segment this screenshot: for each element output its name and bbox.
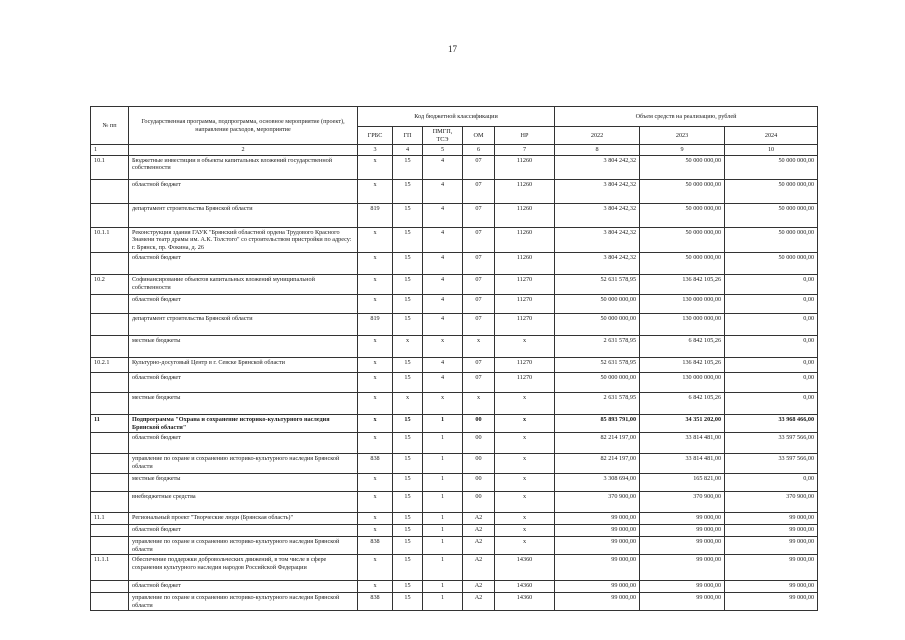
row-gp: 15 [393,593,423,611]
row-gp: 15 [393,492,423,513]
row-om: 07 [463,275,495,295]
row-amount-2024: 0,00 [725,373,818,393]
row-gp: 15 [393,253,423,275]
row-om: x [463,393,495,415]
row-nr: 11260 [495,155,555,179]
table-row [91,537,818,555]
row-amount-2022: 3 804 242,32 [555,155,640,179]
row-number [91,525,129,537]
row-amount-2023: 50 000 000,00 [640,253,725,275]
row-nr: x [495,474,555,492]
row-om: x [463,336,495,358]
row-gp: 15 [393,227,423,253]
row-nr: x [495,415,555,433]
row-name: областной бюджет [129,253,358,275]
row-amount-2022: 52 631 578,95 [555,275,640,295]
row-amount-2024: 0,00 [725,295,818,314]
row-grbs: x [358,581,393,593]
row-number: 11.1.1 [91,555,129,581]
row-name: местные бюджеты [129,474,358,492]
table-row [91,275,818,295]
row-number [91,336,129,358]
row-om: 07 [463,253,495,275]
header-gp: ГП [393,127,423,145]
header-om: ОМ [463,127,495,145]
page-number: 17 [448,44,457,54]
row-gp: 15 [393,358,423,373]
row-amount-2024: 99 000,00 [725,555,818,581]
index-cell: 4 [393,145,423,156]
row-om: 00 [463,415,495,433]
row-pmgp: 1 [423,415,463,433]
row-amount-2024: 50 000 000,00 [725,253,818,275]
row-name: Региональный проект "Творческие люди (Брянская область)" [129,513,358,525]
row-grbs: x [358,155,393,179]
row-name: областной бюджет [129,525,358,537]
row-amount-2024: 33 597 566,00 [725,433,818,454]
row-amount-2024: 99 000,00 [725,525,818,537]
index-cell: 3 [358,145,393,156]
row-grbs: 819 [358,203,393,227]
header-year-2023: 2023 [640,127,725,145]
header-year-2024: 2024 [725,127,818,145]
row-nr: x [495,525,555,537]
row-amount-2022: 3 308 694,00 [555,474,640,492]
row-pmgp: 4 [423,179,463,203]
row-pmgp: 1 [423,555,463,581]
row-nr: x [495,492,555,513]
row-om: 07 [463,358,495,373]
row-name: областной бюджет [129,581,358,593]
row-om: 07 [463,314,495,336]
header-num: № пп [91,107,129,145]
table-row [91,179,818,203]
row-amount-2024: 99 000,00 [725,593,818,611]
row-amount-2023: 99 000,00 [640,581,725,593]
table-row [91,203,818,227]
table-row [91,581,818,593]
row-name: областной бюджет [129,373,358,393]
row-amount-2024: 370 900,00 [725,492,818,513]
row-number: 11 [91,415,129,433]
row-nr: x [495,454,555,474]
row-amount-2023: 99 000,00 [640,525,725,537]
row-number: 10.1.1 [91,227,129,253]
row-grbs: x [358,415,393,433]
row-amount-2023: 99 000,00 [640,555,725,581]
row-nr: 11260 [495,179,555,203]
row-om: A2 [463,581,495,593]
table-row [91,393,818,415]
header-amount-group: Объем средств на реализацию, рублей [555,107,818,127]
row-amount-2022: 99 000,00 [555,555,640,581]
row-amount-2023: 50 000 000,00 [640,227,725,253]
row-number [91,393,129,415]
row-amount-2023: 6 842 105,26 [640,393,725,415]
row-nr: 11260 [495,203,555,227]
row-amount-2022: 3 804 242,32 [555,227,640,253]
table-row [91,358,818,373]
row-gp: 15 [393,525,423,537]
row-om: A2 [463,593,495,611]
row-name: Бюджетные инвестиции в объекты капитальных вложений государственной собственности [129,155,358,179]
row-amount-2022: 52 631 578,95 [555,358,640,373]
row-pmgp: 4 [423,155,463,179]
row-amount-2022: 50 000 000,00 [555,314,640,336]
row-om: 00 [463,474,495,492]
row-number [91,454,129,474]
row-grbs: 819 [358,314,393,336]
row-name: местные бюджеты [129,393,358,415]
row-name: управление по охране и сохранению историко-культурного наследия Брянской области [129,454,358,474]
row-gp: 15 [393,537,423,555]
row-grbs: x [358,373,393,393]
row-number [91,373,129,393]
row-nr: 14360 [495,593,555,611]
index-cell: 1 [91,145,129,156]
table-row [91,474,818,492]
row-om: 07 [463,227,495,253]
row-amount-2022: 99 000,00 [555,537,640,555]
row-om: 07 [463,155,495,179]
row-pmgp: 1 [423,513,463,525]
row-grbs: x [358,513,393,525]
row-amount-2024: 33 968 466,00 [725,415,818,433]
row-amount-2023: 99 000,00 [640,537,725,555]
row-amount-2022: 2 631 578,95 [555,393,640,415]
row-name: местные бюджеты [129,336,358,358]
index-cell: 6 [463,145,495,156]
row-pmgp: 1 [423,454,463,474]
table-row [91,492,818,513]
row-gp: 15 [393,179,423,203]
row-om: A2 [463,525,495,537]
row-name: департамент строительства Брянской области [129,203,358,227]
row-amount-2022: 99 000,00 [555,525,640,537]
row-gp: 15 [393,433,423,454]
row-amount-2023: 50 000 000,00 [640,179,725,203]
row-pmgp: x [423,336,463,358]
table-row [91,525,818,537]
header-nr: НР [495,127,555,145]
row-om: 00 [463,454,495,474]
row-pmgp: 4 [423,373,463,393]
row-number: 10.2 [91,275,129,295]
row-gp: 15 [393,155,423,179]
row-grbs: 838 [358,454,393,474]
row-name: Культурно-досуговый Центр в г. Севске Брянской области [129,358,358,373]
row-amount-2022: 50 000 000,00 [555,373,640,393]
row-om: 07 [463,295,495,314]
row-pmgp: 4 [423,203,463,227]
row-amount-2024: 0,00 [725,275,818,295]
row-number [91,474,129,492]
header-code-group: Код бюджетной классификации [358,107,555,127]
row-amount-2023: 50 000 000,00 [640,155,725,179]
row-amount-2022: 99 000,00 [555,581,640,593]
row-pmgp: 1 [423,537,463,555]
row-amount-2023: 33 814 481,00 [640,433,725,454]
row-gp: 15 [393,295,423,314]
row-pmgp: 1 [423,581,463,593]
row-amount-2022: 3 804 242,32 [555,203,640,227]
index-cell: 7 [495,145,555,156]
table-row [91,336,818,358]
row-om: A2 [463,513,495,525]
row-pmgp: 1 [423,525,463,537]
row-grbs: x [358,393,393,415]
row-amount-2023: 34 351 202,00 [640,415,725,433]
row-amount-2024: 33 597 566,00 [725,454,818,474]
row-name: областной бюджет [129,295,358,314]
row-amount-2024: 0,00 [725,358,818,373]
row-amount-2023: 130 000 000,00 [640,373,725,393]
index-cell: 9 [640,145,725,156]
row-om: 07 [463,373,495,393]
row-om: 07 [463,179,495,203]
row-name: областной бюджет [129,179,358,203]
row-grbs: x [358,525,393,537]
row-pmgp: 1 [423,492,463,513]
row-gp: 15 [393,275,423,295]
row-gp: 15 [393,454,423,474]
budget-table [90,106,818,611]
row-nr: x [495,513,555,525]
row-number [91,581,129,593]
row-name: управление по охране и сохранению историко-культурного наследия Брянской области [129,537,358,555]
row-name: областной бюджет [129,433,358,454]
row-om: 00 [463,492,495,513]
row-grbs: x [358,358,393,373]
row-nr: 11270 [495,295,555,314]
header-pmgp: ПМГП, ТСЭ [423,127,463,145]
row-grbs: x [358,295,393,314]
row-name: Софинансирование объектов капитальных вложений муниципальной собственности [129,275,358,295]
table-row [91,295,818,314]
row-name: внебюджетные средства [129,492,358,513]
row-nr: 14360 [495,555,555,581]
row-gp: 15 [393,203,423,227]
header-year-2022: 2022 [555,127,640,145]
table-row [91,155,818,179]
row-amount-2024: 99 000,00 [725,581,818,593]
row-gp: 15 [393,581,423,593]
row-pmgp: 4 [423,253,463,275]
row-gp: x [393,393,423,415]
table-row [91,433,818,454]
row-grbs: 838 [358,537,393,555]
row-name: Обеспечение поддержки добровольческих движений, в том числе в сфере сохранения культурного наследия народов Российской Федерации [129,555,358,581]
row-number [91,314,129,336]
row-nr: 11270 [495,373,555,393]
row-number [91,593,129,611]
row-amount-2022: 99 000,00 [555,513,640,525]
row-amount-2023: 130 000 000,00 [640,295,725,314]
row-pmgp: 4 [423,358,463,373]
row-number [91,537,129,555]
row-grbs: x [358,492,393,513]
row-number [91,179,129,203]
row-grbs: x [358,336,393,358]
row-om: A2 [463,537,495,555]
row-number [91,253,129,275]
row-pmgp: 4 [423,275,463,295]
table-row [91,513,818,525]
row-number [91,295,129,314]
row-om: A2 [463,555,495,581]
row-number: 10.2.1 [91,358,129,373]
table-row [91,415,818,433]
row-amount-2022: 50 000 000,00 [555,295,640,314]
row-gp: 15 [393,555,423,581]
row-gp: 15 [393,373,423,393]
index-cell: 8 [555,145,640,156]
index-cell: 5 [423,145,463,156]
row-amount-2022: 85 893 791,00 [555,415,640,433]
row-amount-2023: 370 900,00 [640,492,725,513]
row-name: Подпрограмма "Охрана и сохранение историко-культурного наследия Брянской области" [129,415,358,433]
table-row [91,314,818,336]
header-grbs: ГРБС [358,127,393,145]
row-name: Реконструкция здания ГАУК "Брянский областной ордена Трудового Красного Знамени театр драмы им. А.К. Толстого" со строительством пристройки по адресу: г. Брянск, пр. Фокина, д. 26 [129,227,358,253]
row-amount-2024: 50 000 000,00 [725,179,818,203]
index-cell: 2 [129,145,358,156]
row-pmgp: x [423,393,463,415]
row-grbs: x [358,179,393,203]
row-amount-2024: 50 000 000,00 [725,227,818,253]
index-cell: 10 [725,145,818,156]
row-grbs: x [358,474,393,492]
row-amount-2024: 0,00 [725,474,818,492]
row-grbs: x [358,433,393,454]
row-amount-2023: 130 000 000,00 [640,314,725,336]
row-number: 11.1 [91,513,129,525]
row-nr: x [495,433,555,454]
row-amount-2022: 3 804 242,32 [555,179,640,203]
row-amount-2023: 165 821,00 [640,474,725,492]
row-nr: 11260 [495,253,555,275]
row-amount-2024: 99 000,00 [725,513,818,525]
row-pmgp: 4 [423,295,463,314]
row-om: 00 [463,433,495,454]
row-amount-2023: 33 814 481,00 [640,454,725,474]
row-amount-2023: 136 842 105,26 [640,275,725,295]
row-number: 10.1 [91,155,129,179]
row-pmgp: 1 [423,593,463,611]
row-gp: 15 [393,314,423,336]
row-amount-2024: 50 000 000,00 [725,203,818,227]
row-grbs: x [358,227,393,253]
row-gp: 15 [393,513,423,525]
row-pmgp: 4 [423,314,463,336]
row-pmgp: 4 [423,227,463,253]
row-amount-2024: 50 000 000,00 [725,155,818,179]
row-nr: 11260 [495,227,555,253]
row-amount-2022: 3 804 242,32 [555,253,640,275]
table-row [91,227,818,253]
row-nr: 11270 [495,314,555,336]
row-amount-2022: 82 214 197,00 [555,433,640,454]
table-header [91,107,818,156]
row-amount-2024: 0,00 [725,314,818,336]
row-nr: x [495,336,555,358]
row-name: управление по охране и сохранению историко-культурного наследия Брянской области [129,593,358,611]
row-grbs: x [358,555,393,581]
row-amount-2024: 0,00 [725,336,818,358]
row-om: 07 [463,203,495,227]
row-nr: 11270 [495,275,555,295]
row-amount-2024: 0,00 [725,393,818,415]
row-amount-2023: 50 000 000,00 [640,203,725,227]
table-row [91,253,818,275]
row-name: департамент строительства Брянской области [129,314,358,336]
row-nr: 14360 [495,581,555,593]
row-number [91,203,129,227]
row-amount-2023: 6 842 105,26 [640,336,725,358]
row-gp: 15 [393,415,423,433]
row-gp: 15 [393,474,423,492]
row-gp: x [393,336,423,358]
table-row [91,454,818,474]
row-amount-2022: 99 000,00 [555,593,640,611]
row-amount-2024: 99 000,00 [725,537,818,555]
row-pmgp: 1 [423,474,463,492]
row-amount-2022: 370 900,00 [555,492,640,513]
row-grbs: x [358,253,393,275]
row-pmgp: 1 [423,433,463,454]
row-number [91,492,129,513]
row-amount-2023: 136 842 105,26 [640,358,725,373]
row-amount-2023: 99 000,00 [640,593,725,611]
row-grbs: x [358,275,393,295]
row-amount-2022: 82 214 197,00 [555,454,640,474]
table-row [91,373,818,393]
row-amount-2023: 99 000,00 [640,513,725,525]
row-nr: x [495,537,555,555]
row-nr: x [495,393,555,415]
row-amount-2022: 2 631 578,95 [555,336,640,358]
table-body [91,155,818,611]
table-row [91,555,818,581]
row-grbs: 838 [358,593,393,611]
row-nr: 11270 [495,358,555,373]
header-name: Государственная программа, подпрограмма, основное мероприятие (проект), направление расходов, мероприятие [129,107,358,145]
row-number [91,433,129,454]
table-row [91,593,818,611]
